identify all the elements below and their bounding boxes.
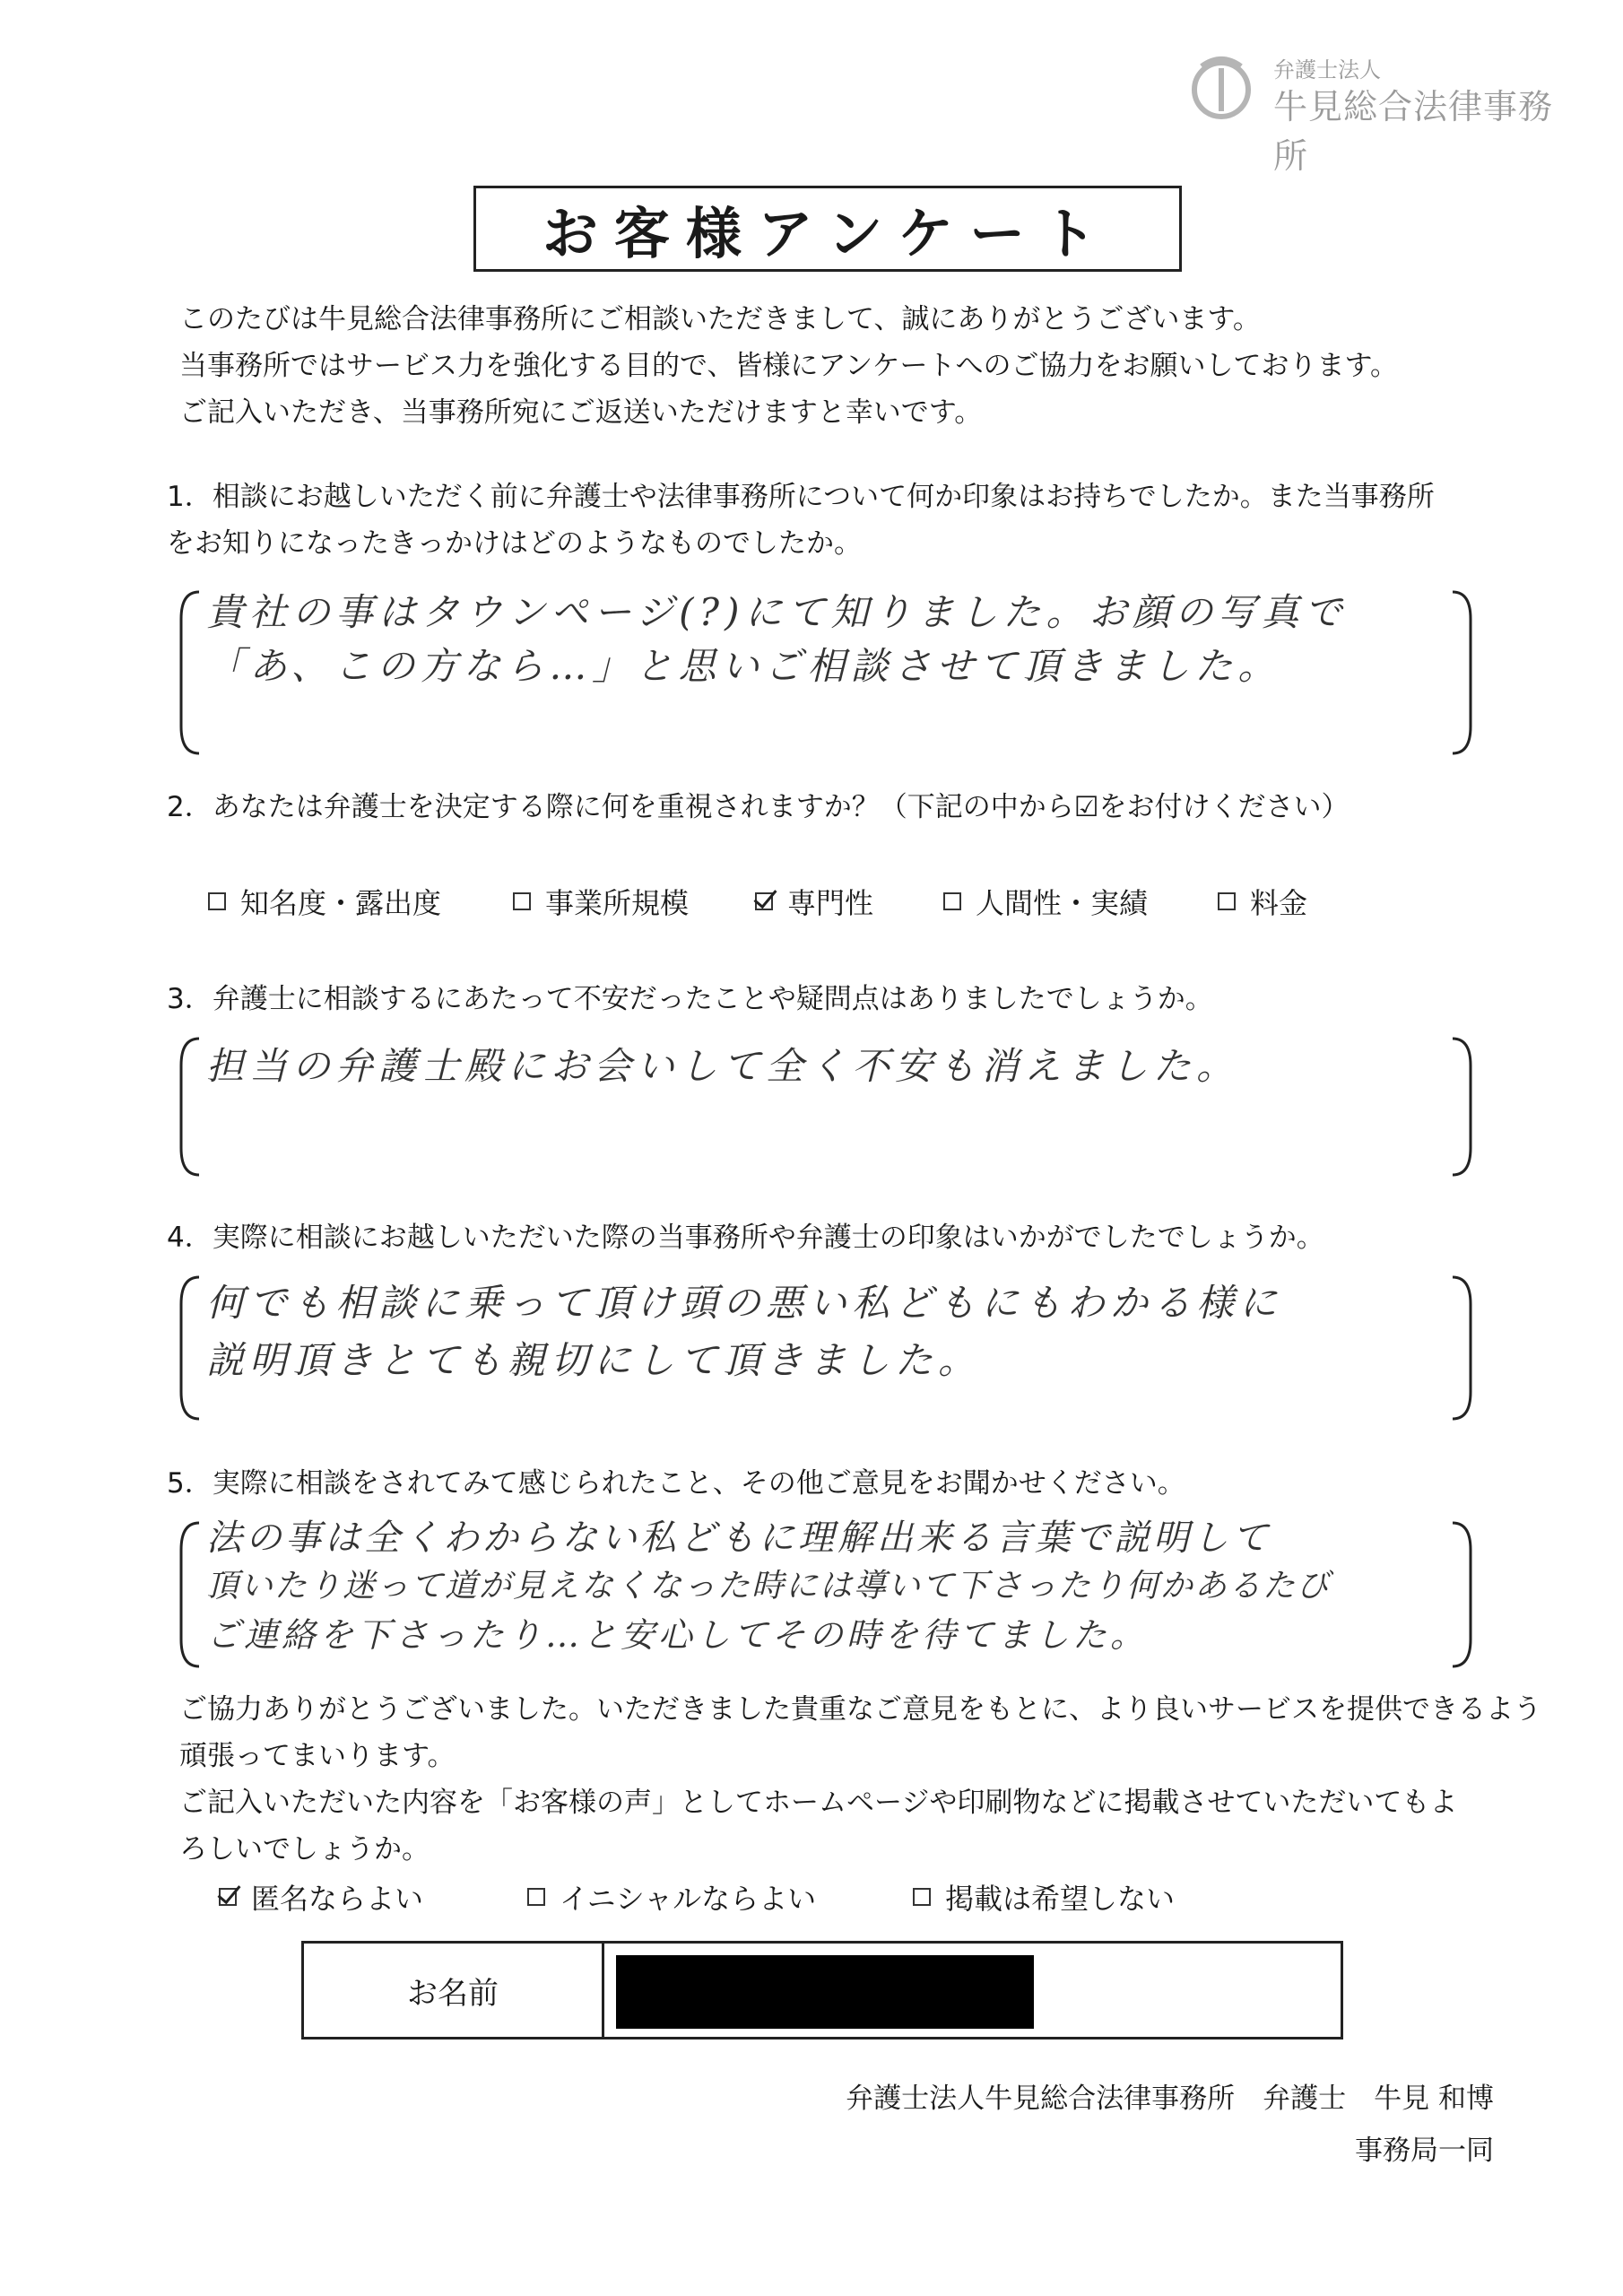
intro-text bbox=[179, 296, 1398, 436]
question-2-line: 2．あなたは弁護士を決定する際に何を重視されますか？（下記の中から☑をお付けください） bbox=[167, 791, 1350, 823]
criteria-options bbox=[208, 881, 1374, 920]
question-1-line: 1．相談にお越しいただく前に弁護士や法律事務所について何か印象はお持ちでしたか。また当事務所 bbox=[167, 481, 1435, 513]
firm-logo-icon bbox=[1184, 48, 1259, 124]
page-title: お客様アンケート bbox=[473, 186, 1182, 272]
answer-4-line: 説明頂きとても親切にして頂きました。 bbox=[206, 1338, 982, 1382]
option-anonymous[interactable] bbox=[219, 1876, 423, 1918]
answer-3-line: 担当の弁護士殿にお会いして全く不安も消えました。 bbox=[206, 1044, 1240, 1088]
signature-line-2: 事務局一同 bbox=[1355, 2135, 1494, 2167]
question-1 bbox=[167, 474, 1435, 567]
publish-options bbox=[219, 1876, 1295, 1916]
question-5 bbox=[167, 1460, 1185, 1507]
intro-line: ご記入いただき、当事務所宛にご返送いただけますと幸いです。 bbox=[179, 396, 983, 429]
question-3 bbox=[167, 976, 1213, 1022]
option-label: 掲載は希望しない bbox=[945, 1882, 1176, 1916]
checkbox[interactable] bbox=[513, 892, 531, 910]
name-table bbox=[301, 1941, 1343, 2039]
answer-5-line: 頂いたり迷って道が見えなくなった時には導いて下さったり何かあるたび bbox=[206, 1568, 1332, 1605]
answer-4-field[interactable] bbox=[176, 1268, 1476, 1428]
option-initials[interactable] bbox=[527, 1876, 816, 1918]
checkbox-checked[interactable] bbox=[219, 1888, 237, 1906]
answer-5-field[interactable] bbox=[176, 1514, 1476, 1675]
option-expertise[interactable] bbox=[755, 881, 873, 922]
closing-line: 頑張ってまいります。 bbox=[179, 1740, 456, 1772]
option-character[interactable] bbox=[943, 881, 1148, 922]
checkbox[interactable] bbox=[208, 892, 226, 910]
checkbox-checked[interactable] bbox=[755, 892, 773, 910]
firm-logo bbox=[1184, 45, 1560, 176]
closing-line: ご協力ありがとうございました。いただきました貴重なご意見をもとに、より良いサービスを提供できるよう bbox=[179, 1693, 1541, 1726]
option-label: イニシャルならよい bbox=[560, 1882, 817, 1916]
intro-line: 当事務所ではサービス力を強化する目的で、皆様にアンケートへのご協力をお願いしております。 bbox=[179, 350, 1399, 382]
answer-1-line: 貴社の事はタウンページ(?)にて知りました。お顔の写真で bbox=[206, 590, 1348, 634]
option-no-publish[interactable] bbox=[913, 1876, 1175, 1918]
answer-3-field[interactable] bbox=[176, 1030, 1476, 1184]
question-1-line: をお知りになったきっかけはどのようなものでしたか。 bbox=[167, 527, 862, 560]
signature-line-1: 弁護士法人牛見総合法律事務所 弁護士 牛見 和博 bbox=[846, 2083, 1494, 2115]
option-fee[interactable] bbox=[1218, 881, 1307, 922]
question-5-line: 5．実際に相談をされてみて感じられたこと、その他ご意見をお聞かせください。 bbox=[167, 1467, 1185, 1500]
option-label: 知名度・露出度 bbox=[240, 886, 442, 920]
checkbox[interactable] bbox=[527, 1888, 545, 1906]
option-office-size[interactable] bbox=[513, 881, 689, 922]
closing-line: ご記入いただいた内容を「お客様の声」としてホームページや印刷物などに掲載させていただいてもよ bbox=[179, 1787, 1458, 1819]
logo-subtitle: 弁護士法人 bbox=[1273, 57, 1381, 83]
answer-1-field[interactable] bbox=[176, 583, 1476, 762]
option-label: 事業所規模 bbox=[545, 886, 690, 920]
checkbox[interactable] bbox=[1218, 892, 1236, 910]
logo-name: 牛見総合法律事務所 bbox=[1273, 87, 1554, 176]
closing-text bbox=[179, 1686, 1541, 1873]
answer-5-line: 法の事は全くわからない私どもに理解出来る言葉で説明して bbox=[206, 1518, 1271, 1559]
question-4 bbox=[167, 1214, 1324, 1261]
question-2 bbox=[167, 784, 1350, 831]
option-label: 匿名ならよい bbox=[251, 1882, 424, 1916]
name-label: お名前 bbox=[304, 1944, 604, 2037]
question-3-line: 3．弁護士に相談するにあたって不安だったことや疑問点はありましたでしょうか。 bbox=[167, 983, 1213, 1015]
answer-1-line: 「あ、この方なら…」と思いご相談させて頂きました。 bbox=[206, 644, 1281, 688]
checkbox[interactable] bbox=[913, 1888, 931, 1906]
answer-5-line: ご連絡を下さったり…と安心してその時を待てました。 bbox=[206, 1615, 1149, 1655]
option-name-recognition[interactable] bbox=[208, 881, 441, 922]
option-label: 専門性 bbox=[787, 886, 874, 920]
option-label: 料金 bbox=[1250, 886, 1308, 920]
question-4-line: 4．実際に相談にお越しいただいた際の当事務所や弁護士の印象はいかがでしたでしょうか。 bbox=[167, 1222, 1324, 1254]
closing-line: ろしいでしょうか。 bbox=[179, 1833, 430, 1866]
name-field-redacted[interactable] bbox=[616, 1955, 1034, 2029]
intro-line: このたびは牛見総合法律事務所にご相談いただきまして、誠にありがとうございます。 bbox=[179, 303, 1261, 335]
answer-4-line: 何でも相談に乗って頂け頭の悪い私どもにもわかる様に bbox=[206, 1281, 1283, 1325]
checkbox[interactable] bbox=[943, 892, 961, 910]
option-label: 人間性・実績 bbox=[976, 886, 1149, 920]
